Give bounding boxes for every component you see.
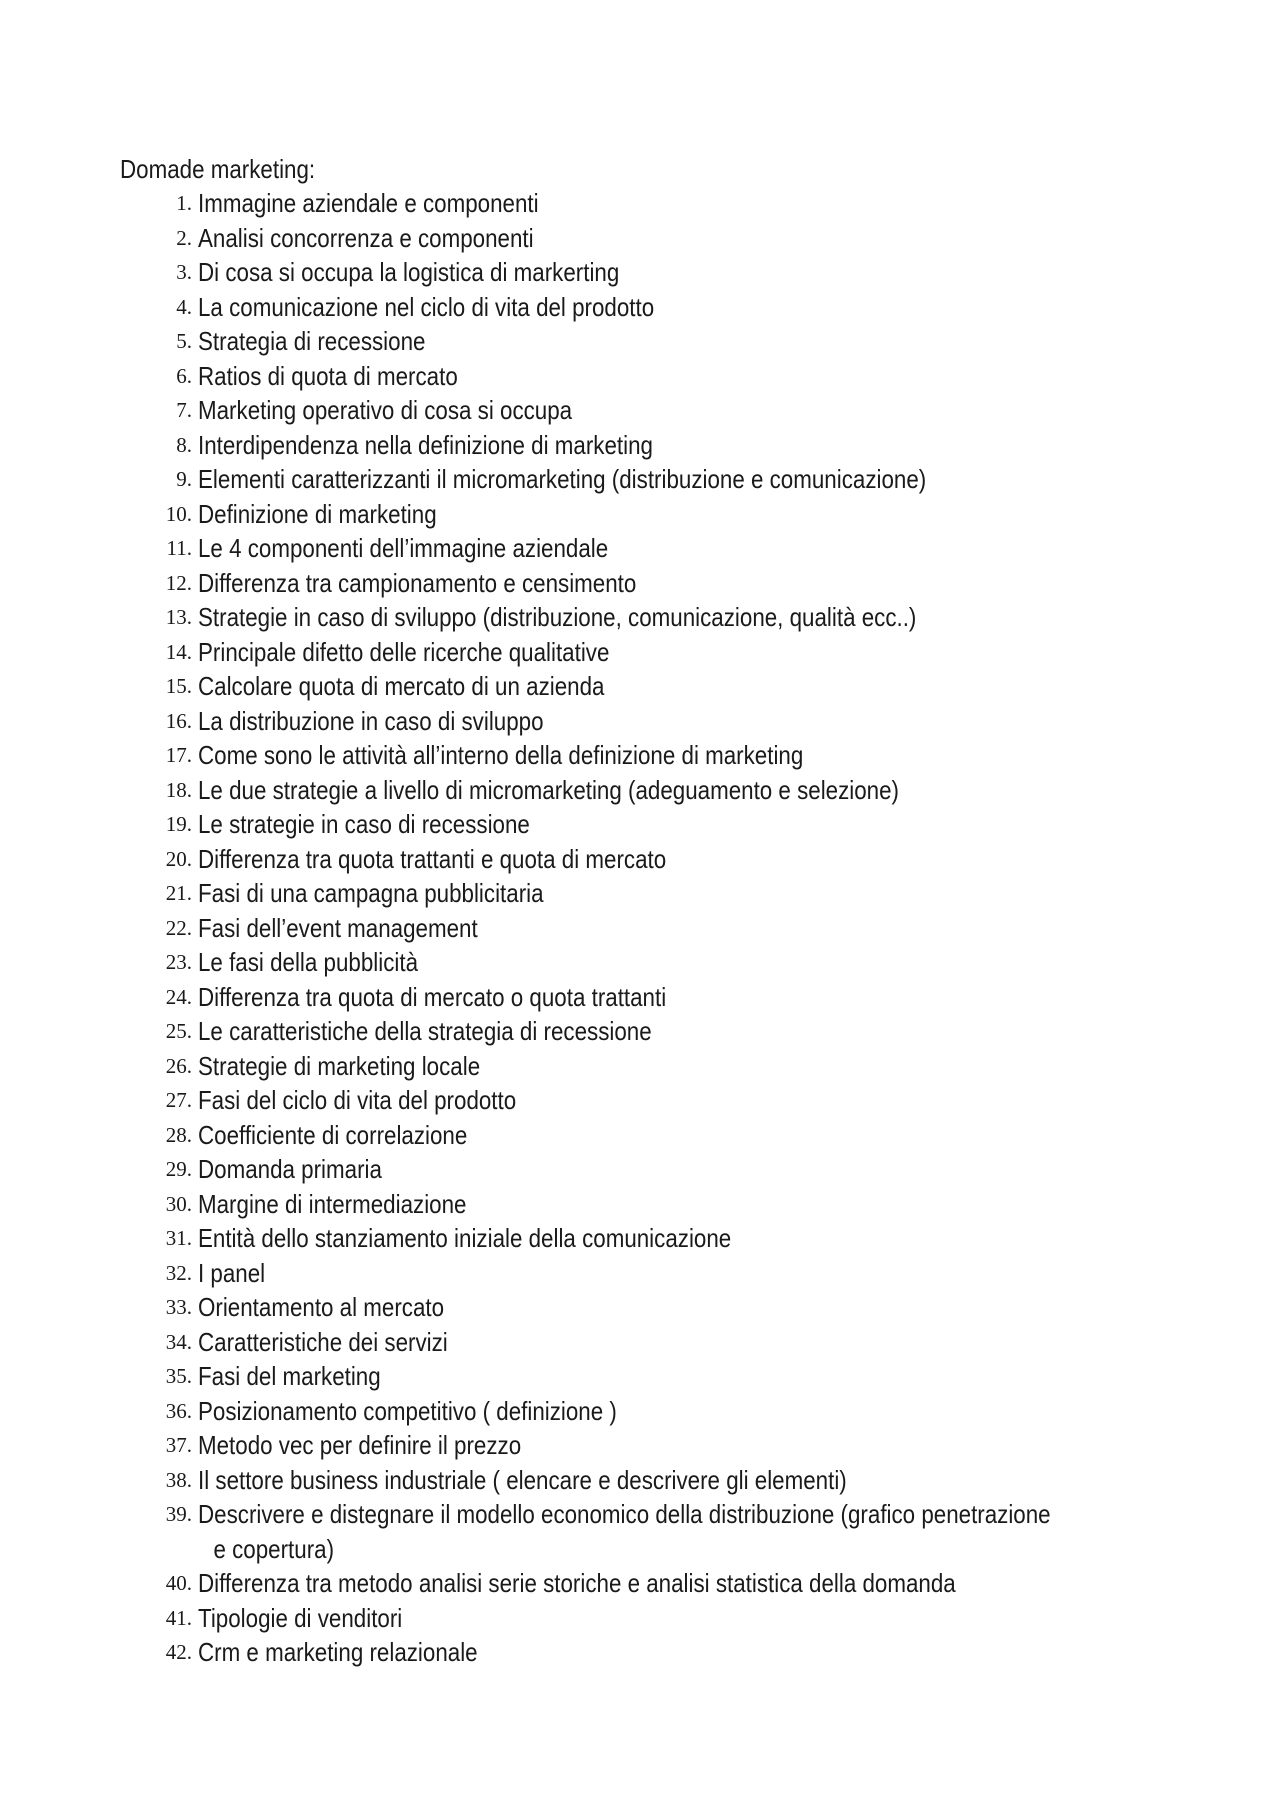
question-text-line: Strategia di recessione xyxy=(198,326,426,356)
question-number: 33. xyxy=(165,1295,192,1319)
question-text-line: Le due strategie a livello di micromarketing (adeguamento e selezione) xyxy=(198,774,900,805)
question-item xyxy=(120,324,1160,359)
question-number: 42. xyxy=(165,1640,192,1664)
question-text-line: Elementi caratterizzanti il micromarketing (distribuzione e comunicazione) xyxy=(198,464,927,494)
question-text xyxy=(198,1014,1144,1049)
question-number: 23. xyxy=(165,950,192,974)
question-item xyxy=(120,876,1160,911)
question-text xyxy=(198,497,1144,532)
question-item xyxy=(120,773,1160,808)
question-text xyxy=(198,1256,1144,1291)
question-number: 28. xyxy=(165,1122,192,1147)
question-item xyxy=(120,1014,1160,1049)
question-number: 30. xyxy=(165,1191,192,1216)
question-item xyxy=(120,221,1160,256)
question-item xyxy=(120,1566,1160,1601)
question-text xyxy=(198,1428,1144,1463)
question-number: 32. xyxy=(165,1260,192,1285)
question-item xyxy=(120,1083,1160,1118)
question-item xyxy=(120,359,1160,394)
question-number: 29. xyxy=(165,1157,192,1181)
question-number: 36. xyxy=(165,1398,192,1423)
question-text-line: Interdipendenza nella definizione di marketing xyxy=(198,429,653,460)
question-text xyxy=(198,1152,1144,1187)
question-text-line: Fasi di una campagna pubblicitaria xyxy=(198,878,544,908)
question-text-line: Fasi dell’event management xyxy=(198,912,478,943)
question-number: 18. xyxy=(165,777,192,802)
question-number: 2. xyxy=(176,225,192,250)
question-item xyxy=(120,738,1160,773)
question-text-line: Differenza tra quota di mercato o quota trattanti xyxy=(198,981,667,1012)
question-number: 9. xyxy=(176,467,192,491)
question-number: 16. xyxy=(165,708,192,733)
question-number: 21. xyxy=(165,881,192,905)
question-item xyxy=(120,1256,1160,1291)
question-text-line: Posizionamento competitivo ( definizione ) xyxy=(198,1395,617,1426)
question-text xyxy=(198,876,1144,911)
question-text xyxy=(198,359,1144,394)
question-text-line: Tipologie di venditori xyxy=(198,1602,403,1633)
question-text xyxy=(198,1635,1144,1670)
question-item xyxy=(120,255,1160,290)
question-text-line: I panel xyxy=(198,1257,266,1288)
question-text-line: Fasi del ciclo di vita del prodotto xyxy=(198,1085,517,1115)
question-number: 7. xyxy=(176,398,192,422)
question-text-line: Calcolare quota di mercato di un azienda xyxy=(198,671,605,701)
question-text xyxy=(198,1394,1144,1429)
question-text xyxy=(198,773,1144,808)
question-text xyxy=(198,1566,1144,1601)
question-text-line: Le strategie in caso di recessione xyxy=(198,809,530,839)
question-item xyxy=(120,497,1160,532)
question-number: 26. xyxy=(165,1053,192,1078)
question-number: 34. xyxy=(165,1329,192,1354)
question-text xyxy=(198,221,1144,256)
question-text xyxy=(198,566,1144,601)
question-number: 1. xyxy=(176,191,192,215)
question-text-line: Domanda primaria xyxy=(198,1154,382,1184)
question-item xyxy=(120,842,1160,877)
question-text xyxy=(198,807,1144,842)
question-item xyxy=(120,1152,1160,1187)
question-number: 11. xyxy=(166,536,192,560)
question-text xyxy=(198,1497,1144,1566)
question-text-line: Metodo vec per definire il prezzo xyxy=(198,1430,522,1460)
question-text xyxy=(198,531,1144,566)
question-item xyxy=(120,566,1160,601)
question-text-line: Principale difetto delle ricerche qualitative xyxy=(198,636,610,667)
question-item xyxy=(120,635,1160,670)
question-text xyxy=(198,669,1144,704)
question-text xyxy=(198,635,1144,670)
question-text xyxy=(198,324,1144,359)
question-text-line: Entità dello stanziamento iniziale della comunicazione xyxy=(198,1223,732,1253)
question-item xyxy=(120,945,1160,980)
question-text-line: Differenza tra metodo analisi serie storiche e analisi statistica della domanda xyxy=(198,1568,956,1598)
question-number: 41. xyxy=(165,1605,192,1630)
question-number: 39. xyxy=(165,1502,192,1526)
question-item xyxy=(120,1118,1160,1153)
question-text xyxy=(198,911,1144,946)
question-item xyxy=(120,1049,1160,1084)
question-text xyxy=(198,290,1144,325)
question-item xyxy=(120,290,1160,325)
question-item xyxy=(120,1187,1160,1222)
question-number: 35. xyxy=(165,1364,192,1388)
question-text xyxy=(198,255,1144,290)
question-text-line: Fasi del marketing xyxy=(198,1361,381,1391)
question-text-line: Di cosa si occupa la logistica di markerting xyxy=(198,257,620,287)
question-item xyxy=(120,428,1160,463)
question-text xyxy=(198,1290,1144,1325)
question-text-line: Coefficiente di correlazione xyxy=(198,1119,468,1150)
question-text-line: Le fasi della pubblicità xyxy=(198,947,419,977)
question-text xyxy=(198,704,1144,739)
question-number: 31. xyxy=(165,1226,192,1250)
question-text-line: Caratteristiche dei servizi xyxy=(198,1326,448,1357)
question-text xyxy=(198,1049,1144,1084)
question-text xyxy=(198,186,1144,221)
question-item xyxy=(120,980,1160,1015)
question-item xyxy=(120,531,1160,566)
question-text xyxy=(198,1601,1144,1636)
question-number: 13. xyxy=(165,605,192,629)
question-item xyxy=(120,1428,1160,1463)
question-text-line: Marketing operativo di cosa si occupa xyxy=(198,395,573,425)
question-item xyxy=(120,1325,1160,1360)
question-text xyxy=(198,1463,1144,1498)
question-text xyxy=(198,1083,1144,1118)
question-number: 24. xyxy=(165,984,192,1009)
question-item xyxy=(120,1601,1160,1636)
question-item xyxy=(120,1463,1160,1498)
question-item xyxy=(120,600,1160,635)
question-item xyxy=(120,807,1160,842)
question-text-line: Strategie in caso di sviluppo (distribuzione, comunicazione, qualità ecc..) xyxy=(198,602,917,632)
question-item xyxy=(120,186,1160,221)
question-text-line: Immagine aziendale e componenti xyxy=(198,188,539,218)
question-number: 10. xyxy=(165,501,192,526)
question-number: 5. xyxy=(176,329,192,353)
question-text xyxy=(198,1221,1144,1256)
question-text-line: Differenza tra campionamento e censimento xyxy=(198,567,637,598)
question-item xyxy=(120,911,1160,946)
question-number: 8. xyxy=(176,432,192,457)
question-number: 37. xyxy=(165,1433,192,1457)
question-text xyxy=(198,738,1144,773)
question-item xyxy=(120,669,1160,704)
question-number: 3. xyxy=(176,260,192,284)
question-text-line: Strategie di marketing locale xyxy=(198,1050,481,1081)
question-text-line: Margine di intermediazione xyxy=(198,1188,467,1219)
question-text-line: Definizione di marketing xyxy=(198,498,437,529)
question-number: 27. xyxy=(165,1088,192,1112)
question-text-line: Crm e marketing relazionale xyxy=(198,1637,478,1667)
question-text xyxy=(198,945,1144,980)
question-item xyxy=(120,1394,1160,1429)
question-text xyxy=(198,842,1144,877)
question-text-line: Differenza tra quota trattanti e quota di mercato xyxy=(198,843,667,874)
question-text-line: Il settore business industriale ( elencare e descrivere gli elementi) xyxy=(198,1464,847,1495)
question-text-continuation: e copertura) xyxy=(213,1533,335,1564)
question-number: 17. xyxy=(165,743,192,767)
question-number: 14. xyxy=(165,639,192,664)
question-text xyxy=(198,980,1144,1015)
question-number: 20. xyxy=(165,846,192,871)
question-item xyxy=(120,462,1160,497)
document-content xyxy=(120,152,1160,1670)
question-text-line: Le caratteristiche della strategia di recessione xyxy=(198,1016,652,1046)
question-number: 22. xyxy=(165,915,192,940)
question-text-line: Le 4 componenti dell’immagine aziendale xyxy=(198,533,609,563)
question-number: 38. xyxy=(165,1467,192,1492)
question-number: 40. xyxy=(165,1571,192,1595)
question-text-line: La distribuzione in caso di sviluppo xyxy=(198,705,544,736)
question-item xyxy=(120,1221,1160,1256)
question-number: 15. xyxy=(165,674,192,698)
question-number: 4. xyxy=(176,294,192,319)
question-number: 6. xyxy=(176,363,192,388)
question-text xyxy=(198,1325,1144,1360)
question-number: 19. xyxy=(165,812,192,836)
question-item xyxy=(120,393,1160,428)
question-text xyxy=(198,393,1144,428)
question-item xyxy=(120,1497,1160,1566)
question-item xyxy=(120,1290,1160,1325)
question-text-line: Analisi concorrenza e componenti xyxy=(198,222,534,253)
question-list xyxy=(120,186,1160,1670)
question-number: 25. xyxy=(165,1019,192,1043)
question-text-line: Ratios di quota di mercato xyxy=(198,360,458,391)
question-item xyxy=(120,1635,1160,1670)
document-heading: Domade marketing: xyxy=(120,154,316,184)
question-text-line: Orientamento al mercato xyxy=(198,1292,445,1322)
question-item xyxy=(120,704,1160,739)
question-item xyxy=(120,1359,1160,1394)
question-text xyxy=(198,1187,1144,1222)
question-text xyxy=(198,1359,1144,1394)
question-text-line: Descrivere e distegnare il modello economico della distribuzione (grafico penetrazione xyxy=(198,1499,1051,1529)
question-text xyxy=(198,462,1144,497)
question-text xyxy=(198,428,1144,463)
question-number: 12. xyxy=(165,570,192,595)
question-text-line: Come sono le attività all’interno della definizione di marketing xyxy=(198,740,804,770)
question-text-line: La comunicazione nel ciclo di vita del prodotto xyxy=(198,291,655,322)
question-text xyxy=(198,600,1144,635)
question-text xyxy=(198,1118,1144,1153)
